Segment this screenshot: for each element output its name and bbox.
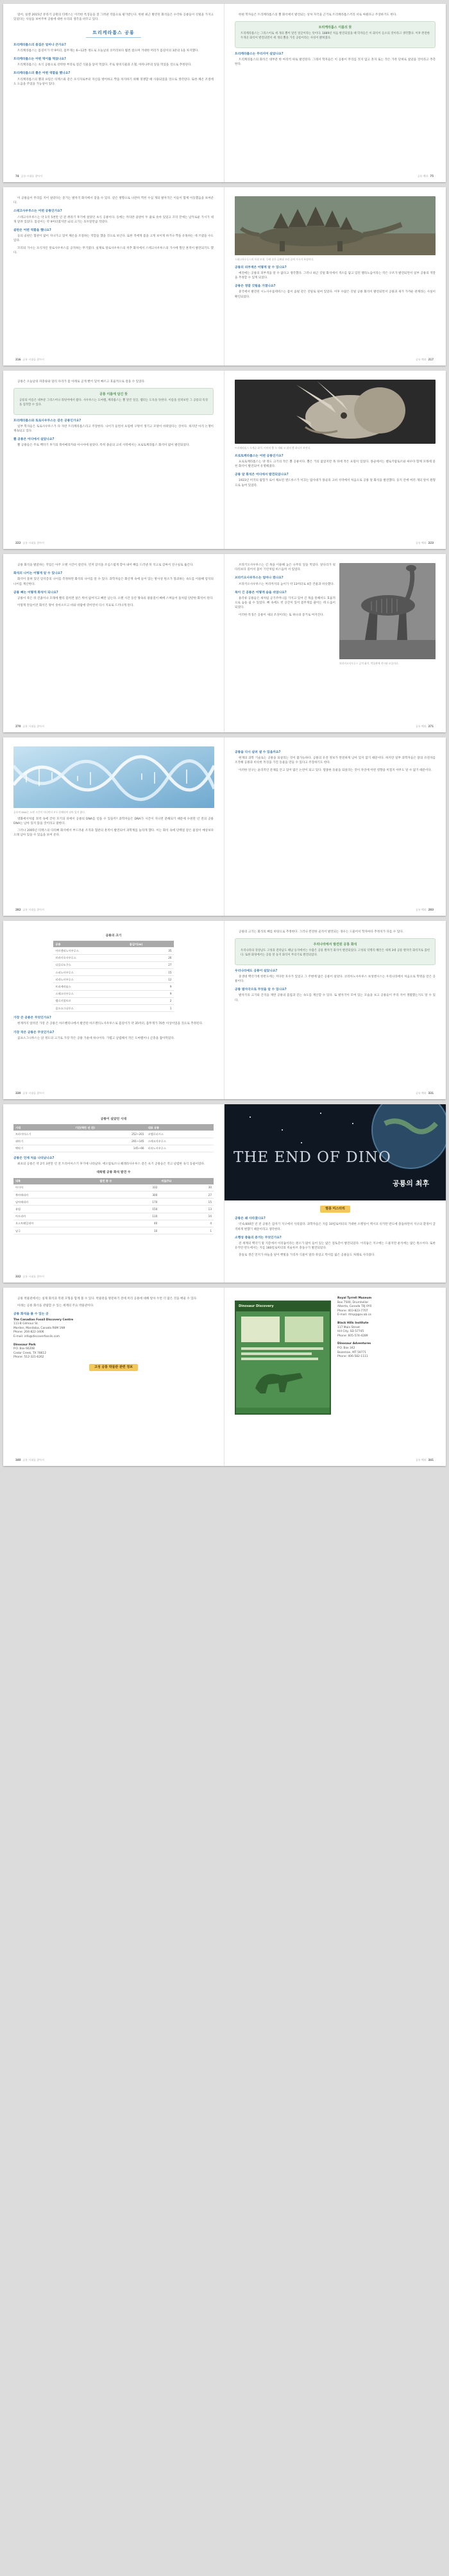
page-282 bbox=[3, 737, 224, 916]
table-cell: 1 bbox=[128, 1005, 174, 1012]
table-cell: 티라노사우루스 bbox=[146, 1145, 214, 1152]
contact-line: Alberta, Canada T0J 0Y0 bbox=[337, 1305, 372, 1309]
table-header-cell: 대륙 bbox=[13, 1178, 97, 1184]
contact-name: The Canadian Fossil Discovery Centre bbox=[13, 1318, 74, 1322]
table-cell: 콤프소그나투스 bbox=[53, 1005, 128, 1012]
spread-1 bbox=[3, 4, 446, 182]
photo-caption: 브라키오사우루스 골격 화석. 박물관에 전시된 모습이다. bbox=[339, 662, 399, 665]
body-paragraph: 공룡 박물관에서는 실제 화석과 복원 모형을 함께 볼 수 있다. 박물관을 방문하기 전에 미리 공룡에 대해 알아 두면 더 많은 것을 배울 수 있다. bbox=[17, 1297, 198, 1301]
table-row bbox=[13, 1227, 214, 1234]
section-heading: 트리케라톱스 공룡 bbox=[13, 29, 214, 37]
callout-title: 트리케라톱스 이름의 뜻 bbox=[318, 26, 352, 30]
table-cell: 201~145 bbox=[73, 1138, 146, 1145]
continent-table bbox=[13, 1178, 214, 1235]
page-216 bbox=[3, 187, 224, 366]
table-header-cell: 발견 종 수 bbox=[97, 1178, 159, 1184]
contact-line: Phone: 512-321-6262 bbox=[13, 1356, 44, 1360]
page-332 bbox=[3, 1104, 224, 1283]
question-heading: 화석의 나이는 어떻게 알 수 있나요? bbox=[13, 572, 63, 576]
site-dinosaur-icon bbox=[236, 1311, 330, 1408]
dna-helix-illustration bbox=[13, 746, 214, 808]
body-paragraph: 그러나 2005년 티렉스의 다리뼈 화석에서 부드러운 조직과 혈관의 흔적이 발견되어 과학계를 놀라게 했다. 이는 화석 속에 단백질 같은 물질이 예상보다 오래 남아 있을 수 있음을 보여 준다. bbox=[13, 829, 214, 838]
contact-line: P.O. Box 342 bbox=[337, 1346, 355, 1350]
answer-paragraph: 스테고사우루스는 약 1억 5천만 년 전 쥐라기 후기에 살았던 초식 공룡이다. 등에는 커다란 골판이 두 줄로 솟아 있었고 꼬리 끝에는 날카로운 가시가 네 개 달려 있었다. 몸길이는 약 9미터였지만 뇌의 크기는 호두알만큼 작았다. bbox=[13, 215, 214, 224]
dinosaur-size-table bbox=[53, 941, 173, 1012]
table-cell: 트리케라톱스 bbox=[53, 983, 128, 990]
answer-paragraph: 콤프소그나투스는 닭 정도의 크기로 가장 작은 공룡 가운데 하나이다. 가볍고 날렵해서 작은 도마뱀이나 곤충을 잡아먹었다. bbox=[17, 1036, 175, 1040]
table-cell: 300 bbox=[97, 1191, 159, 1199]
callout-title: 우리나라에서 발견된 공룡 화석 bbox=[313, 943, 357, 947]
answer-paragraph: 화석이 묻혀 있던 암석층의 나이를 측정하면 화석의 나이를 알 수 있다. 과학자들은 화산재 속에 들어 있는 방사성 원소가 붕괴하는 속도를 이용해 암석의 나이를 계산한다. bbox=[13, 578, 214, 586]
table-cell: 15 bbox=[128, 969, 174, 976]
body-paragraph: 공룡은 오늘날의 파충류와 달리 다리가 몸 아래로 곧게 뻗어 있어 빠르고 효율적으로 걸을 수 있었다. bbox=[17, 380, 146, 383]
table-cell: 아프리카 bbox=[13, 1213, 97, 1220]
contact-line: P.O. Box 66208 bbox=[13, 1347, 35, 1351]
table-row bbox=[53, 969, 173, 976]
table-row bbox=[13, 1131, 214, 1138]
chapter-opener bbox=[224, 1104, 446, 1200]
answer-paragraph: 약 6,600만 년 전 공룡은 갑자기 지구에서 사라졌다. 과학자들은 지름 10킬로미터의 거대한 소행성이 멕시코 유카탄 반도에 충돌하면서 지구의 환경이 급격하게 변했기 때문이라고 생각한다. bbox=[235, 1223, 436, 1231]
answer-paragraph: 트리케라톱스의 뿔과 프릴은 티렉스와 같은 포식자로부터 자신을 방어하고 짝을 차지하기 위해 경쟁할 때 사용되었을 것으로 생각된다. 또한 체온 조절에도 도움을 주었을 가능성이 있다. bbox=[13, 78, 214, 86]
table-cell: 2 bbox=[128, 997, 174, 1004]
table-cell: 252~201 bbox=[73, 1131, 146, 1138]
page-283 bbox=[224, 737, 446, 916]
contact-line: Cedar Creek, TX 78612 bbox=[13, 1351, 47, 1355]
contact-line: Morden, Manitoba, Canada R6M 1N9 bbox=[13, 1326, 65, 1330]
box-title: 공룡 화석을 볼 수 있는 곳 bbox=[13, 1313, 49, 1317]
contact-name: Black Hills Institute bbox=[337, 1321, 369, 1325]
contact-line: E-mail: info@discoverfossils.com bbox=[13, 1334, 60, 1338]
info-callout bbox=[235, 21, 436, 47]
body-paragraph: 영화에서처럼 호박 속에 갇힌 모기의 피에서 공룡의 DNA를 얻을 수 있을까? 과학자들은 DNA가 시간이 지나면 분해되기 때문에 수천만 년 전의 공룡 DNA는 남아 있지 않을 것이라고 말한다. bbox=[13, 817, 214, 825]
contact-block bbox=[337, 1297, 436, 1318]
contact-line: Box 7500, Drumheller bbox=[337, 1301, 369, 1304]
contact-name: Dinosaur Adventures bbox=[337, 1342, 371, 1346]
table-cell: 쥐라기 bbox=[13, 1138, 73, 1145]
answer-paragraph: 예전에는 공룡의 피부색을 알 수 없다고 생각했다. 그러나 최근 깃털 화석에서 색소를 담고 있던 멜라노솜이라는 작은 구조가 발견되면서 일부 공룡의 색깔을 추정할 수 있게 되었다. bbox=[235, 271, 436, 280]
brachiosaurus-skeleton-photo bbox=[339, 563, 436, 659]
table-cell: 스테고사우루스 bbox=[146, 1138, 214, 1145]
intro-paragraph: 얼어, 실젠 2015년 쥬라기 공원의 티렉스는 이러한 특징들을 잘 그려낸 작품으로 평가받는다. 한편 최근 발견된 화석들은 수각류 공룡들이 깃털을 가지고 있었다는 사실을 보여주며 공룡에 대한 우리의 생각을 바꾸고 있다. bbox=[13, 13, 214, 22]
table-row bbox=[13, 1220, 214, 1227]
table-cell: 4 bbox=[159, 1220, 214, 1227]
spread-7 bbox=[3, 1104, 446, 1283]
table-cell: 35 bbox=[128, 947, 174, 954]
callout-text: 공룡의 이름은 대부분 그리스어나 라틴어에서 왔다. 사우루스는 도마뱀, 케라톱스는 뿔 달린 얼굴, 랩터는 도둑을 뜻한다. 이름을 살펴보면 그 공룡의 특징을 짐작할 수 있다. bbox=[19, 399, 208, 407]
table-row bbox=[53, 976, 173, 983]
question-heading: 소행성 충돌의 증거는 무엇인가요? bbox=[235, 1236, 282, 1240]
page-footer: 282 공룡 시대를 찾아서 bbox=[15, 907, 44, 911]
question-heading: 공룡 뼈는 어떻게 화석이 되나요? bbox=[13, 591, 58, 594]
question-heading: 공룡은 정말 깃털을 가졌나요? bbox=[235, 285, 276, 289]
table-cell: 26 bbox=[128, 954, 174, 961]
question-heading: 공룡 알 화석은 어디에서 발견되었나요? bbox=[235, 473, 289, 477]
body-paragraph: 아래는 공룡 화석을 관람할 수 있는 세계의 주요 박물관이다. bbox=[17, 1304, 94, 1308]
table-cell: 스테고사우루스 bbox=[53, 990, 128, 997]
info-callout bbox=[235, 938, 436, 964]
table-cell: 디플로도쿠스 bbox=[53, 961, 128, 968]
table-header-row bbox=[13, 1178, 214, 1184]
chapter-title-english: THE END OF DINO bbox=[233, 1149, 391, 1166]
spread-4 bbox=[3, 554, 446, 732]
table-cell: 332 bbox=[97, 1184, 159, 1191]
site-title: Dinosaur Discovery bbox=[236, 1302, 330, 1311]
question-heading: 트리케라톱스는 어떤 먹이를 먹었나요? bbox=[13, 58, 66, 62]
spread-5 bbox=[3, 737, 446, 916]
question-heading: 공룡의 피부색은 어떻게 알 수 있나요? bbox=[235, 265, 287, 269]
table-header-row bbox=[53, 941, 173, 947]
table-title: 대륙별 공룡 화석 발견 수 bbox=[96, 1171, 131, 1175]
question-heading: 우리나라에도 공룡이 살았나요? bbox=[235, 969, 278, 973]
answer-paragraph: 브라키오사우루스는 머리까지의 높이가 약 13미터로 4층 건물과 비슷했다. bbox=[239, 582, 335, 586]
table-cell: 유럽 bbox=[13, 1206, 97, 1213]
table-cell: 남아메리카 bbox=[13, 1199, 97, 1206]
table-row bbox=[53, 1005, 173, 1012]
question-heading: 공룡 발자국으로 무엇을 알 수 있나요? bbox=[235, 988, 287, 992]
answer-paragraph: 1923년 미국의 탐험가 로이 채프먼 앤드루스가 이끄는 탐사대가 몽골의 고비 사막에서 처음으로 공룡 알 화석을 발견했다. 둥지 안에 여러 개의 알이 원형으로 놓여 있었다. bbox=[235, 479, 436, 487]
page-340 bbox=[3, 1288, 224, 1466]
contact-line: 111-B Gilmour St. bbox=[13, 1322, 38, 1326]
table-row bbox=[13, 1191, 214, 1199]
museum-info-label: 고성 공룡 박물관 관련 정보 bbox=[89, 1364, 138, 1371]
body-paragraph: 이렇게 만들어진 화석은 땅이 솟아오르고 비와 바람에 깎이면서 다시 지표로 드러나게 된다. bbox=[17, 604, 134, 608]
body-paragraph: 브라키오사우루스는 긴 목을 이용해 높은 나무의 잎을 먹었다. 앞다리가 뒷다리보다 길어서 몸이 기린처럼 비스듬히 서 있었다. bbox=[235, 564, 335, 572]
info-callout bbox=[13, 388, 214, 414]
table-cell: 27 bbox=[159, 1191, 214, 1199]
answer-paragraph: 프로토케라톱스는 양 정도 크기의 작은 뿔 공룡이다. 뿔은 거의 없었지만 목 뒤에 작은 프릴이 있었다. 몽골에서는 벨로키랍토르와 싸우다 함께 모래에 묻힌 화석이 발견되어 유명해졌다. bbox=[235, 460, 436, 468]
callout-text: 우리나라의 경상남도 고성과 전라남도 해남 등지에서는 수많은 공룡 발자국 화석이 발견되었다. 고성의 덕명리 해안은 세계 3대 공룡 발자국 화석지로 꼽힌다. 또한 화성에서는 공룡 알 둥지 화석이 무더기로 발견되었다. bbox=[241, 949, 430, 957]
answer-paragraph: 현재까지 알려진 가장 큰 공룡은 아르헨티나에서 발견된 아르젠티노사우루스로 몸길이가 약 35미터, 몸무게가 70톤 이상이었을 것으로 추정된다. bbox=[17, 1022, 203, 1026]
answer-paragraph: 전 세계의 백악기 말 지층에서 이리듐이라는 원소가 많이 들어 있는 얇은 점토층이 발견되었다. 이리듐은 지구에는 드물지만 운석에는 많은 원소이다. 또한 유카탄 반도에서는 지름 180킬로미터의 칙술루브 충돌구가 발견되었다. bbox=[235, 1242, 436, 1250]
answer-paragraph: 현재의 과학 기술로는 공룡을 되살리는 것이 불가능하다. 공룡의 유전 정보가 완전하게 남아 있지 않기 때문이다. 하지만 일부 과학자들은 닭의 유전자를 조작해 공룡과 비슷한 특징을 가진 동물을 만들 수 있다고 주장하기도 한다. bbox=[235, 757, 436, 765]
table-cell: 남극 bbox=[13, 1227, 97, 1234]
table-cell: 오스트레일리아 bbox=[13, 1220, 97, 1227]
photo-caption: 트리케라톱스 두개골 화석. 이마의 뿔 두 개와 코 위의 뿔 하나가 보인다. bbox=[235, 446, 311, 450]
question-heading: 스테고사우루스는 어떤 공룡인가요? bbox=[13, 210, 62, 214]
label-row bbox=[13, 1364, 214, 1371]
answer-paragraph: 트리케라톱스의 화석은 대부분 한 마리씩 따로 발견된다. 그래서 학자들은 이 공룡이 무리를 짓지 않고 혼자 또는 작은 가족 단위로 살았을 것이라고 추측한다. bbox=[235, 58, 436, 66]
page-footer: 270 공룡 시대를 찾아서 bbox=[15, 724, 44, 728]
contact-block bbox=[337, 1342, 436, 1359]
question-heading: 트리케라톱스와 토로사우루스는 같은 공룡인가요? bbox=[13, 419, 81, 423]
site-and-contacts bbox=[235, 1297, 436, 1418]
callout-text: 트리케라톱스는 그리스어로 세 개의 뿔이 달린 얼굴이라는 뜻이다. 1889년 처음 발견되었을 때 학자들은 이 화석이 들소의 것이라고 생각했다. 이후 완전한 두개골 화석이 발견되면서 세 개의 뿔을 가진 공룡이라는 사실이 밝혀졌다. bbox=[241, 32, 430, 40]
page-271 bbox=[224, 554, 446, 732]
table-cell: 트라이아스기 bbox=[13, 1131, 73, 1138]
page-footer: 332 공룡 시대를 찾아서 bbox=[15, 1274, 44, 1278]
table-row bbox=[53, 983, 173, 990]
table-cell: 티라노사우루스 bbox=[53, 976, 128, 983]
table-cell: 12 bbox=[128, 976, 174, 983]
photo-caption: 공룡의 DNA는 오랜 시간이 지나면서 모두 분해되어 남아 있지 않다. bbox=[13, 811, 86, 814]
page-footer: 공룡 백과 283 bbox=[415, 907, 434, 911]
table-cell: 북아메리카 bbox=[13, 1191, 97, 1199]
chapter-tag: 멸종 미스터리 bbox=[320, 1206, 350, 1213]
chapter-body bbox=[224, 1200, 446, 1258]
answer-paragraph: 공룡이 죽은 뒤 진흙이나 모래에 빨리 묻히면 살은 썩어 없어지고 뼈만 남는다. 오랜 시간 동안 땅속의 광물질이 뼈에 스며들어 돌처럼 단단한 화석이 된다. bbox=[17, 597, 214, 601]
contact-line: Phone: 204-822-3406 bbox=[13, 1331, 44, 1334]
page-footer: 공룡 백과 341 bbox=[415, 1458, 434, 1461]
stegosaurus-photo bbox=[235, 196, 436, 255]
table-cell: 코엘로피시스 bbox=[146, 1131, 214, 1138]
table-cell: 145~66 bbox=[73, 1145, 146, 1152]
table-cell: 아시아 bbox=[13, 1184, 97, 1191]
question-heading: 트리케라톱스의 몸집은 얼마나 큰가요? bbox=[13, 43, 66, 47]
body-paragraph: 공룡 화석을 발굴하는 작업은 아주 오랜 시간이 걸린다. 먼저 암석을 조심스럽게 깎아 내어 뼈를 드러낸 뒤 석고로 감싸서 연구실로 옮긴다. bbox=[17, 564, 194, 567]
spread-3 bbox=[3, 371, 446, 549]
spread-6 bbox=[3, 921, 446, 1099]
table-cell: 스피노사우루스 bbox=[53, 969, 128, 976]
body-paragraph: 이러한 특징은 공룡이 새의 조상이라는 또 하나의 증거로 여겨진다. bbox=[239, 613, 324, 617]
answer-paragraph: 중국에서 발견된 시노사우롭테릭스는 몸이 솜털 같은 깃털로 덮여 있었다. 이후 수많은 깃털 공룡 화석이 발견되면서 공룡과 새가 가까운 관계라는 사실이 확인되었다. bbox=[235, 290, 436, 299]
page-222 bbox=[3, 371, 224, 549]
table-row bbox=[13, 1138, 214, 1145]
table-cell: 벨로키랍토르 bbox=[53, 997, 128, 1004]
contact-name: Royal Tyrrell Museum bbox=[337, 1297, 372, 1300]
tag-row bbox=[235, 1206, 436, 1213]
chapter-title-korean: 공룡의 최후 bbox=[393, 1179, 429, 1188]
table-row bbox=[13, 1145, 214, 1152]
table-cell: 40 bbox=[97, 1220, 159, 1227]
table-header-row bbox=[13, 1124, 214, 1131]
era-table bbox=[13, 1124, 214, 1152]
contact-line: Bozeman, MT 59771 bbox=[337, 1351, 367, 1354]
page-217 bbox=[224, 187, 446, 366]
table-cell: 10 bbox=[97, 1227, 159, 1234]
table-cell: 1 bbox=[159, 1227, 214, 1234]
body-paragraph: 꼬리의 가시는 포식자인 알로사우루스를 공격하는 무기였다. 실제로 알로사우루스의 척추 화석에서 스테고사우루스의 가시에 찔린 흔적이 발견되기도 했다. bbox=[13, 246, 214, 255]
table-cell: 110 bbox=[97, 1213, 159, 1220]
question-heading: 가장 큰 공룡은 무엇인가요? bbox=[13, 1016, 51, 1020]
question-heading: 골판은 어떤 역할을 했나요? bbox=[13, 229, 51, 233]
table-cell: 150 bbox=[97, 1206, 159, 1213]
table-cell: 9 bbox=[128, 983, 174, 990]
answer-paragraph: 등의 골판은 혈관이 많이 지나가고 있어 체온을 조절하는 역할을 했을 것으로 보인다. 또한 적에게 몸을 크게 보이게 하거나 짝을 유혹하는 데 쓰였을 수도 있다. bbox=[13, 235, 214, 243]
contact-line: Phone: 403-823-7707 bbox=[337, 1309, 368, 1313]
contact-line: 117 Main Street bbox=[337, 1326, 360, 1329]
question-heading: 트리케라톱스는 무리지어 살았나요? bbox=[235, 52, 284, 56]
spread-8 bbox=[3, 1288, 446, 1466]
page-footer: 74 공룡 시대를 찾아서 bbox=[15, 174, 43, 178]
table-row bbox=[13, 1199, 214, 1206]
table-row bbox=[53, 947, 173, 954]
page-75 bbox=[224, 4, 446, 182]
page-331 bbox=[224, 921, 446, 1099]
page-footer: 공룡 백과 331 bbox=[415, 1091, 434, 1095]
page-footer: 330 공룡 시대를 찾아서 bbox=[15, 1091, 44, 1095]
callout-title: 공룡 이름에 담긴 뜻 bbox=[99, 392, 128, 397]
page-74 bbox=[3, 4, 224, 182]
page-223 bbox=[224, 371, 446, 549]
body-paragraph: 공룡의 크기는 화석의 뼈를 바탕으로 추정한다. 그러나 완전한 골격이 발견되는 경우는 드물어서 학자마다 추정치가 다를 수 있다. bbox=[239, 930, 404, 934]
body-paragraph: 이러한 연구는 윤리적인 문제를 안고 있어 많은 논란이 되고 있다. 멸종한 동물을 되살리는 것이 자연에 어떤 영향을 미칠지 아무도 알 수 없기 때문이다. bbox=[239, 768, 432, 772]
table-row bbox=[13, 1206, 214, 1213]
table-cell: 아르젠티노사우루스 bbox=[53, 947, 128, 954]
answer-paragraph: 일부 학자들은 토로사우루스가 다 자란 트리케라톱스라고 주장한다. 나이가 들면서 프릴에 구멍이 생기고 모양이 바뀌었다는 것이다. 하지만 아직 논쟁이 계속되고 있다. bbox=[13, 425, 214, 433]
question-heading: 뿔 공룡은 어디에서 살았나요? bbox=[13, 438, 55, 442]
table-cell: 13 bbox=[159, 1206, 214, 1213]
contact-line: Phone: 605-574-4289 bbox=[337, 1334, 368, 1338]
body-paragraph: 이 공룡들이 무리를 지어 살았다는 증거는 발자국 화석에서 찾을 수 있다. 같은 방향으로 나란히 찍힌 수십 개의 발자국은 이들이 함께 이동했음을 보여준다. bbox=[13, 197, 214, 205]
question-heading: 공룡은 왜 사라졌나요? bbox=[235, 1217, 266, 1221]
table-cell: 170 bbox=[97, 1199, 159, 1206]
table-cell: 백악기 bbox=[13, 1145, 73, 1152]
table-row bbox=[53, 997, 173, 1004]
table-row bbox=[53, 954, 173, 961]
page-footer: 222 공룡 시대를 찾아서 bbox=[15, 541, 44, 544]
table-header-cell: 기간(백만 년 전) bbox=[73, 1124, 146, 1131]
contact-line: Phone: 406-582-1111 bbox=[337, 1355, 368, 1359]
table-row bbox=[13, 1184, 214, 1191]
table-header-cell: 몸길이(m) bbox=[128, 941, 174, 947]
spread-2 bbox=[3, 187, 446, 366]
contact-block bbox=[13, 1343, 214, 1360]
table-title: 공룡의 크기 bbox=[105, 934, 122, 938]
answer-paragraph: 용각류 공룡들은 새처럼 공기주머니를 가지고 있어 긴 목을 통해서도 효율적으로 숨을 쉴 수 있었다. 뼈 속에도 빈 공간이 있어 몸무게를 줄이는 데 도움이 되었다. bbox=[235, 597, 335, 610]
table-cell: 15 bbox=[159, 1199, 214, 1206]
question-heading: 가장 작은 공룡은 무엇인가요? bbox=[13, 1031, 55, 1034]
skeleton-figure bbox=[339, 563, 436, 668]
table-cell: 9 bbox=[128, 990, 174, 997]
page-footer: 공룡 백과 217 bbox=[415, 357, 434, 361]
answer-paragraph: 트리케라톱스는 몸길이가 약 9미터, 몸무게는 6~12톤 정도로 오늘날의 코끼리보다 훨씬 컸으며 거대한 머리가 몸길이의 3분의 1을 차지했다. bbox=[17, 49, 199, 53]
answer-paragraph: 최초의 공룡은 약 2억 3천만 년 전 트라이아스기 후기에 나타났다. 에오랍토르나 헤레라사우루스 같은 초기 공룡들은 작고 날렵한 육식 동물이었다. bbox=[17, 1163, 205, 1166]
contact-list bbox=[13, 1318, 214, 1360]
page-footer: 216 공룡 시대를 찾아서 bbox=[15, 357, 44, 361]
table-title: 공룡이 살았던 시대 bbox=[100, 1118, 127, 1121]
table-header-cell: 공룡 bbox=[53, 941, 128, 947]
answer-paragraph: 중생대 백악기에 한반도에는 커다란 호수가 있었고 그 주변에 많은 공룡이 살았다. 코리아노사우루스 보성엔시스는 우리나라에서 처음으로 학명을 얻은 공룡이다. bbox=[235, 975, 436, 983]
contact-line: Hill City, SD 57745 bbox=[337, 1330, 364, 1334]
answer-paragraph: 발자국의 크기와 간격을 재면 공룡의 몸집과 걷는 속도를 계산할 수 있다. 또 발자국이 모여 있는 모습을 보고 공룡들이 무리 지어 생활했는지도 알 수 있다. bbox=[235, 994, 436, 1002]
page-footer: 공룡 백과 223 bbox=[415, 541, 434, 544]
question-heading: 목이 긴 공룡은 어떻게 숨을 쉬었나요? bbox=[235, 591, 287, 594]
question-heading: 프로토케라톱스는 어떤 공룡인가요? bbox=[235, 454, 284, 458]
question-heading: 공룡은 언제 처음 나타났나요? bbox=[13, 1157, 55, 1161]
page-333 bbox=[224, 1104, 446, 1283]
triceratops-skull-photo bbox=[235, 380, 436, 444]
contact-block bbox=[13, 1318, 214, 1340]
page-341 bbox=[224, 1288, 446, 1466]
intro-paragraph: 한편 학자들은 트리케라톱스의 뿔 화석에서 발견되는 상처 자국을 근거로 트리케라톱스끼리 서로 싸웠다고 주장하기도 한다. bbox=[239, 13, 397, 17]
contact-name: Dinosaur Park bbox=[13, 1343, 36, 1347]
question-heading: 트리케라톱스의 뿔은 어떤 역할을 했나요? bbox=[13, 72, 71, 76]
table-cell: 30 bbox=[159, 1184, 214, 1191]
table-row bbox=[13, 1213, 214, 1220]
photo-caption: 스테고사우루스의 복원 모형. 등에 솟은 골판과 꼬리 끝의 가시가 특징이다. bbox=[235, 258, 314, 261]
contact-list bbox=[337, 1297, 436, 1418]
question-heading: 브라키오사우루스는 얼마나 컸나요? bbox=[235, 577, 284, 580]
table-row bbox=[53, 961, 173, 968]
contact-block bbox=[337, 1322, 436, 1338]
table-header-cell: 시대 bbox=[13, 1124, 73, 1131]
question-heading: 공룡을 다시 살려 낼 수 있을까요? bbox=[235, 751, 281, 754]
answer-paragraph: 트리케라톱스는 초식 공룡으로 강력한 부리로 질긴 식물을 뜯어 먹었다. 주로 양치식물과 소철, 야자나무의 잎을 먹었을 것으로 추정된다. bbox=[17, 63, 192, 67]
page-footer: 공룡 백과 271 bbox=[415, 724, 434, 728]
body-paragraph: 충돌로 생긴 먼지가 하늘을 덮어 햇빛을 가리자 식물이 말라 죽었고 먹이를 잃은 공룡들도 차례로 사라졌다. bbox=[239, 1254, 375, 1258]
table-row bbox=[53, 990, 173, 997]
table-cell: 브라키오사우루스 bbox=[53, 954, 128, 961]
table-header-cell: 대표 공룡 bbox=[146, 1124, 214, 1131]
table-cell: 10 bbox=[159, 1213, 214, 1220]
contact-line: E-mail: rtmp@gov.ab.ca bbox=[337, 1313, 371, 1317]
page-footer: 340 공룡 시대를 찾아서 bbox=[15, 1458, 44, 1461]
table-cell: 27 bbox=[128, 961, 174, 968]
page-330 bbox=[3, 921, 224, 1099]
page-270 bbox=[3, 554, 224, 732]
table-header-cell: 비율(%) bbox=[159, 1178, 214, 1184]
answer-paragraph: 뿔 공룡들은 주로 백악기 후기의 북아메리카와 아시아에 살았다. 특히 몽골의 고비 사막에서는 프로토케라톱스 화석이 많이 발견되었다. bbox=[17, 444, 190, 448]
website-screenshot bbox=[235, 1301, 331, 1415]
page-footer: 공룡 백과 75 bbox=[417, 174, 434, 178]
